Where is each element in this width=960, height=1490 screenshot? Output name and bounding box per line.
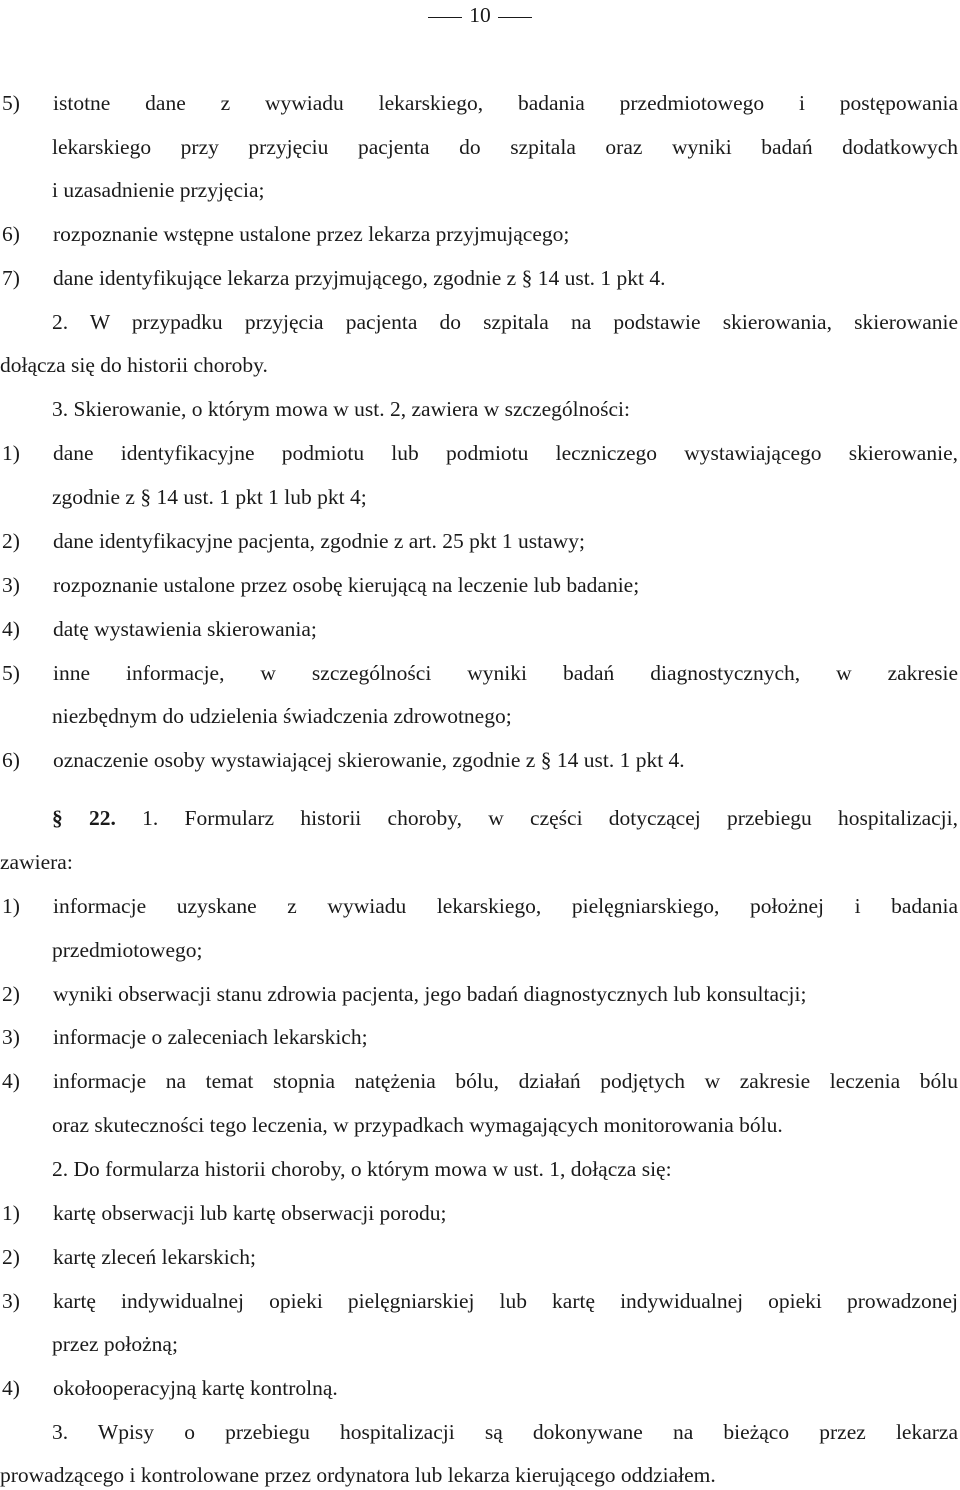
section-body: 1. Formularz historii choroby, w części dotyczącej przebiegu hospitalizacji, bbox=[142, 806, 958, 830]
page-number bbox=[0, 2, 960, 28]
list-item-number: 3) bbox=[2, 1289, 20, 1313]
paragraph-text: 2. W przypadku przyjęcia pacjenta do szpitala na podstawie skierowania, skierowanie bbox=[52, 310, 958, 334]
list-item-text: lekarskiego przy przyjęciu pacjenta do szpitala oraz wyniki badań dodatkowych bbox=[52, 135, 958, 159]
list-item-number: 4) bbox=[2, 1069, 20, 1093]
list-item-text: niezbędnym do udzielenia świadczenia zdrowotnego; bbox=[52, 704, 512, 728]
list-item-number: 6) bbox=[2, 748, 20, 772]
list-item-text: informacje o zaleceniach lekarskich; bbox=[53, 1025, 368, 1049]
paragraph-text: prowadzącego i kontrolowane przez ordynatora lub lekarza kierującego oddziałem. bbox=[0, 1463, 716, 1487]
list-item-text: informacje na temat stopnia natężenia bólu, działań podjętych w zakresie leczenia bólu bbox=[53, 1069, 958, 1093]
list-item-text: oznaczenie osoby wystawiającej skierowanie, zgodnie z § 14 ust. 1 pkt 4. bbox=[53, 748, 685, 772]
list-item-number: 2) bbox=[2, 982, 20, 1006]
list-item-text: i uzasadnienie przyjęcia; bbox=[52, 178, 265, 202]
paragraph-text: dołącza się do historii choroby. bbox=[0, 353, 268, 377]
list-item-number: 5) bbox=[2, 661, 20, 685]
list-item-text: rozpoznanie wstępne ustalone przez lekarza przyjmującego; bbox=[53, 222, 570, 246]
list-item-number: 4) bbox=[2, 617, 20, 641]
page-number-dash-left bbox=[428, 17, 462, 18]
list-item-number: 1) bbox=[2, 1201, 20, 1225]
list-item-text: informacje uzyskane z wywiadu lekarskiego, pielęgniarskiego, położnej i badania bbox=[53, 894, 958, 918]
list-item-number: 5) bbox=[2, 91, 20, 115]
list-item-text: przez położną; bbox=[52, 1332, 178, 1356]
list-item-number: 6) bbox=[2, 222, 20, 246]
list-item-text: kartę indywidualnej opieki pielęgniarskiej lub kartę indywidualnej opieki prowadzonej bbox=[53, 1289, 958, 1313]
list-item-text: rozpoznanie ustalone przez osobę kierującą na leczenie lub badanie; bbox=[53, 573, 640, 597]
page-number-value: 10 bbox=[469, 3, 491, 27]
list-item-text: dane identyfikacyjne pacjenta, zgodnie z art. 25 pkt 1 ustawy; bbox=[53, 529, 585, 553]
list-item-text: wyniki obserwacji stanu zdrowia pacjenta, jego badań diagnostycznych lub konsultacji; bbox=[53, 982, 807, 1006]
list-item-number: 2) bbox=[2, 1245, 20, 1269]
list-item-text: inne informacje, w szczególności wyniki badań diagnostycznych, w zakresie bbox=[53, 661, 958, 685]
section-number: § 22. bbox=[52, 806, 116, 830]
list-item-text: okołooperacyjną kartę kontrolną. bbox=[53, 1376, 338, 1400]
list-item-text: oraz skuteczności tego leczenia, w przypadkach wymagających monitorowania bólu. bbox=[52, 1113, 783, 1137]
list-item-text: kartę obserwacji lub kartę obserwacji porodu; bbox=[53, 1201, 447, 1225]
page-number-dash-right bbox=[498, 17, 532, 18]
list-item-number: 2) bbox=[2, 529, 20, 553]
paragraph-text: 3. Wpisy o przebiegu hospitalizacji są dokonywane na bieżąco przez lekarza bbox=[52, 1420, 958, 1444]
list-item-text: datę wystawienia skierowania; bbox=[53, 617, 317, 641]
list-item-number: 3) bbox=[2, 1025, 20, 1049]
paragraph-text: zawiera: bbox=[0, 850, 73, 874]
list-item-text: przedmiotowego; bbox=[52, 938, 203, 962]
list-item-number: 7) bbox=[2, 266, 20, 290]
paragraph-text: 3. Skierowanie, o którym mowa w ust. 2, zawiera w szczególności: bbox=[52, 397, 630, 421]
list-item-number: 1) bbox=[2, 894, 20, 918]
list-item-text: dane identyfikacyjne podmiotu lub podmiotu leczniczego wystawiającego skierowanie, bbox=[53, 441, 958, 465]
section-text bbox=[52, 803, 958, 833]
list-item-number: 1) bbox=[2, 441, 20, 465]
list-item-number: 4) bbox=[2, 1376, 20, 1400]
paragraph-text: 2. Do formularza historii choroby, o którym mowa w ust. 1, dołącza się: bbox=[52, 1157, 672, 1181]
list-item-text: zgodnie z § 14 ust. 1 pkt 1 lub pkt 4; bbox=[52, 485, 367, 509]
list-item-number: 3) bbox=[2, 573, 20, 597]
list-item-text: dane identyfikujące lekarza przyjmującego, zgodnie z § 14 ust. 1 pkt 4. bbox=[53, 266, 666, 290]
list-item-text: istotne dane z wywiadu lekarskiego, badania przedmiotowego i postępowania bbox=[53, 91, 958, 115]
list-item-text: kartę zleceń lekarskich; bbox=[53, 1245, 256, 1269]
